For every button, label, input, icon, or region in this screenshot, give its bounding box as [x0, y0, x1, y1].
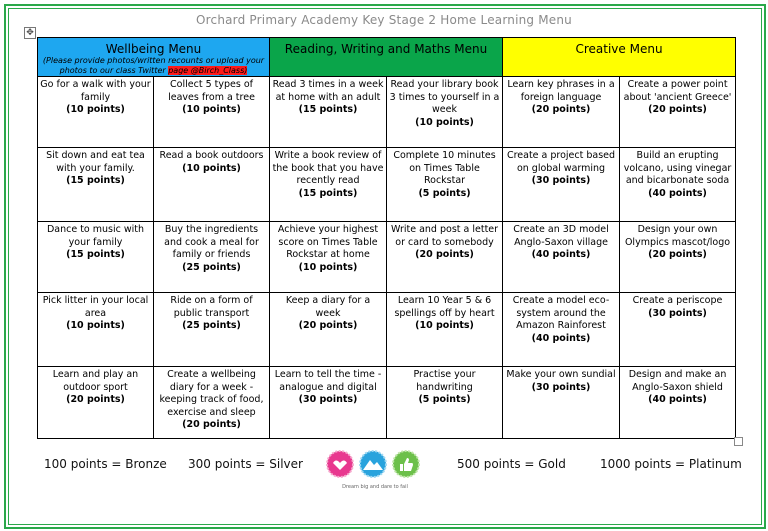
activity-text: Write and post a letter or card to somebody — [390, 224, 499, 248]
school-tagline: Dream big and dare to fail — [342, 484, 408, 490]
menu-cell — [270, 77, 387, 148]
menu-cell — [387, 148, 503, 222]
activity-points: (15 points) — [66, 175, 125, 186]
activity-points: (40 points) — [531, 332, 591, 344]
table-move-handle-icon[interactable]: ✥ — [24, 27, 36, 39]
activity-points: (40 points) — [531, 249, 591, 260]
menu-cell — [154, 293, 270, 367]
activity-text: Dance to music with your family — [46, 224, 145, 248]
activity-points: (10 points) — [298, 261, 358, 273]
wellbeing-menu-title: Wellbeing Menu — [105, 42, 202, 56]
menu-cell — [38, 222, 154, 293]
activity-points: (20 points) — [298, 320, 358, 331]
menu-cell — [154, 222, 270, 293]
activity-text: Read a book outdoors — [159, 150, 264, 161]
activity-points: (25 points) — [182, 320, 241, 331]
menu-cell — [503, 222, 620, 293]
activity-points: (20 points) — [182, 419, 241, 430]
menu-cell — [270, 222, 387, 293]
menu-cell — [503, 367, 620, 439]
activity-points: (10 points) — [415, 116, 474, 128]
menu-cell — [387, 293, 503, 367]
activity-text: Create a model eco-system around the Amazon Rainforest — [512, 295, 610, 331]
thumbs-up-icon — [393, 451, 419, 477]
menu-cell — [154, 148, 270, 222]
activity-points: (30 points) — [531, 175, 591, 186]
activity-points: (10 points) — [66, 320, 125, 331]
activity-points: (5 points) — [418, 394, 471, 405]
table-resize-handle-icon[interactable] — [734, 437, 743, 446]
activity-text: Create an 3D model Anglo-Saxon village — [513, 224, 609, 248]
home-learning-menu-table — [37, 37, 736, 439]
menu-cell — [387, 222, 503, 293]
page-title: Orchard Primary Academy Key Stage 2 Home Learning Menu — [196, 13, 572, 27]
menu-cell — [620, 367, 736, 439]
menu-cell — [620, 77, 736, 148]
activity-text: Pick litter in your local area — [42, 295, 149, 319]
menu-cell — [270, 367, 387, 439]
menu-cell — [270, 148, 387, 222]
menu-cell — [38, 148, 154, 222]
award-bronze: 100 points = Bronze — [44, 457, 167, 471]
activity-points: (30 points) — [531, 381, 591, 393]
activity-text: Achieve your highest score on Times Table Rockstar at home — [277, 224, 379, 260]
activity-points: (20 points) — [415, 249, 474, 260]
activity-text: Go for a walk with your family — [40, 79, 151, 103]
menu-cell — [154, 77, 270, 148]
menu-cell — [387, 77, 503, 148]
activity-text: Sit down and eat tea with your family. — [46, 150, 145, 174]
activity-text: Ride on a form of public transport — [170, 295, 253, 319]
activity-points: (10 points) — [182, 162, 241, 174]
reading-menu-header — [270, 38, 503, 77]
mountain-icon — [360, 451, 386, 477]
activity-points: (15 points) — [298, 187, 358, 199]
activity-text: Collect 5 types of leaves from a tree — [168, 79, 255, 103]
wellbeing-menu-header — [38, 38, 270, 77]
activity-text: Complete 10 minutes on Times Table Rockstar — [393, 150, 496, 186]
activity-points: (40 points) — [648, 187, 707, 199]
award-silver: 300 points = Silver — [188, 457, 303, 471]
activity-text: Build an erupting volcano, using vinegar and bicarbonate soda — [623, 150, 732, 186]
activity-text: Buy the ingredients and cook a meal for family or friends — [164, 224, 259, 260]
activity-points: (10 points) — [182, 104, 241, 115]
activity-points: (15 points) — [66, 249, 125, 260]
menu-cell — [503, 148, 620, 222]
activity-points: (40 points) — [648, 394, 707, 405]
menu-cell — [620, 222, 736, 293]
menu-cell — [620, 148, 736, 222]
menu-cell — [154, 367, 270, 439]
heart-hands-icon — [327, 451, 353, 477]
menu-cell — [38, 77, 154, 148]
activity-points: (20 points) — [648, 249, 707, 260]
activity-points: (30 points) — [298, 394, 358, 405]
activity-points: (20 points) — [648, 104, 707, 115]
activity-text: Learn key phrases in a foreign language — [507, 79, 615, 103]
menu-cell — [503, 77, 620, 148]
activity-points: (10 points) — [66, 104, 125, 115]
reading-menu-title: Reading, Writing and Maths Menu — [284, 42, 488, 56]
activity-points: (20 points) — [531, 104, 591, 115]
activity-points: (10 points) — [415, 320, 474, 331]
activity-text: Read 3 times in a week at home with an adult — [272, 79, 384, 103]
activity-text: Practise your handwriting — [413, 369, 476, 393]
activity-text: Create a project based on global warming — [506, 150, 616, 174]
activity-text: Create a wellbeing diary for a week - keeping track of food, exercise and sleep — [159, 369, 264, 418]
activity-text: Learn and play an outdoor sport — [52, 369, 139, 393]
twitter-handle-highlight: page @Birch_Class) — [168, 65, 248, 75]
activity-text: Learn to tell the time - analogue and digital — [274, 369, 382, 393]
award-gold: 500 points = Gold — [457, 457, 566, 471]
menu-cell — [270, 293, 387, 367]
menu-cell — [387, 367, 503, 439]
activity-points: (20 points) — [66, 394, 125, 405]
activity-points: (25 points) — [182, 261, 241, 273]
school-values-logo — [318, 448, 428, 498]
creative-menu-header — [503, 38, 736, 77]
activity-points: (30 points) — [648, 307, 707, 319]
activity-text: Keep a diary for a week — [285, 295, 371, 319]
award-platinum: 1000 points = Platinum — [600, 457, 742, 471]
menu-cell — [38, 293, 154, 367]
activity-points: (5 points) — [418, 187, 471, 199]
activity-text: Design your own Olympics mascot/logo — [624, 224, 731, 248]
activity-text: Write a book review of the book that you have recently read — [272, 150, 384, 186]
activity-text: Learn 10 Year 5 & 6 spellings off by heart — [394, 295, 495, 319]
menu-cell — [38, 367, 154, 439]
menu-cell — [620, 293, 736, 367]
activity-text: Design and make an Anglo-Saxon shield — [628, 369, 727, 393]
wellbeing-menu-note — [40, 56, 267, 75]
menu-cell — [503, 293, 620, 367]
activity-text: Make your own sundial — [506, 369, 616, 380]
activity-text: Create a power point about 'ancient Greece' — [623, 79, 732, 103]
wellbeing-note-text: (Please provide photos/written recounts or upload your photos to our class Twitter — [42, 56, 265, 75]
activity-points: (15 points) — [298, 104, 358, 115]
activity-text: Read your library book 3 times to yourself in a week — [389, 79, 500, 115]
activity-text: Create a periscope — [632, 295, 723, 306]
creative-menu-title: Creative Menu — [575, 42, 663, 56]
